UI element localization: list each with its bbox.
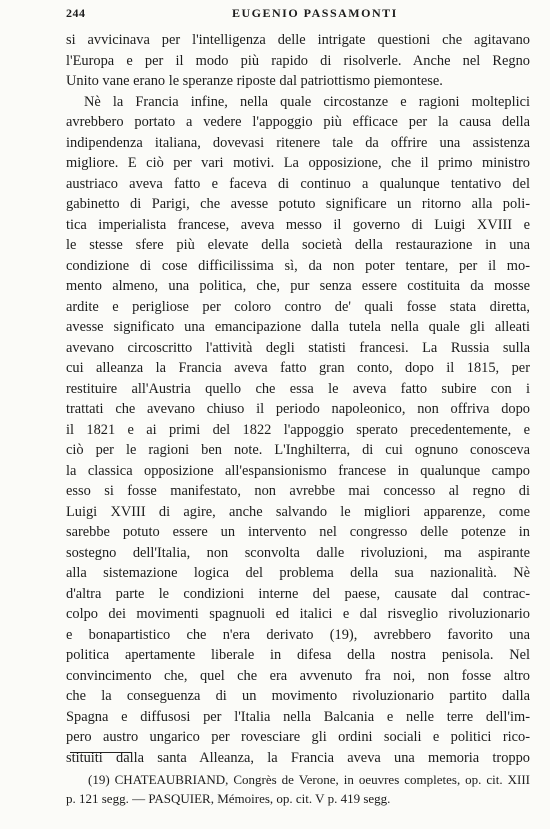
text-line: la classica opposizione all'espansionismo francese in qualunque campo	[66, 462, 530, 479]
text-line: mento almeno, una politica, che, pur senza essere costituita da mosse	[66, 278, 530, 294]
text-line: tica imperialista francese, aveva messo il governo di Luigi XVIII e	[66, 216, 530, 233]
text-line: sostegno dell'Italia, non sconvolta dalle rivoluzioni, ma aspirante	[66, 544, 530, 561]
text-line: pero austro ungarico per rovesciare gli ordini sociali e politici rico-	[66, 729, 530, 745]
text-line: condizione di cose difficilissima sì, da non poter tentare, per il mo-	[66, 257, 530, 274]
page-number: 244	[66, 6, 86, 20]
text-line: Nè la Francia infine, nella quale circostanze e ragioni molteplici	[84, 93, 530, 110]
text-line: sarebbe potuto essere un intervento nel congresso delle potenze in	[66, 524, 530, 540]
text-line: Unito vane erano le speranze riposte dal patriottismo piemontese.	[66, 73, 443, 89]
text-line: il 1821 e ai primi del 1822 l'appoggio sperato precedentemente, e	[66, 421, 530, 438]
text-line: Spagna e diffusosi per l'Italia nella Balcania e nelle terre dell'im-	[66, 708, 530, 725]
text-line: d'altra parte le condizioni interne del paese, causate dal contrac-	[66, 585, 530, 602]
text-line: l'Europa e per il modo più rapido di risolverle. Anche nel Regno	[66, 52, 530, 69]
text-line: avevano circoscritto l'attività degli statisti francesi. La Russia sulla	[66, 339, 530, 356]
text-line: gabinetto di Parigi, che avesse potuto significare un ritorno alla poli-	[66, 196, 530, 212]
text-line: politica apertamente liberale in difesa della nostra penisola. Nel	[66, 647, 530, 663]
text-line: alla sistemazione logica del problema della sua nazionalità. Nè	[66, 565, 530, 581]
body-text	[66, 30, 530, 768]
text-line: le stesse sfere più elevate della società della restaurazione in una	[66, 237, 530, 253]
text-line: cui alleanza la Francia aveva fatto gran conto, dopo il 1815, per	[66, 360, 530, 376]
text-line: si avvicinava per l'intelligenza delle intrigate questioni che agitavano	[66, 32, 530, 48]
text-line: Luigi XVIII di agire, anche salvando le migliori apparenze, come	[66, 503, 530, 520]
text-line: avesse significato una emancipazione dalla tutela nella quale gli alleati	[66, 319, 530, 335]
text-line: che la conseguenza di un movimento rivoluzionario partito dalla	[66, 688, 530, 704]
text-line: avrebbero portato a vedere l'appoggio più efficace per la causa della	[66, 114, 530, 130]
text-line: austriaco aveva fatto e faceva di continuo a qualunque tentativo del	[66, 175, 530, 192]
text-line: restituire all'Austria quello che essa le aveva fatto subire con i	[66, 380, 530, 397]
running-head: EUGENIO PASSAMONTI	[232, 6, 398, 20]
text-line: trattati che avevano chiuso il periodo napoleonico, non offriva dopo	[66, 401, 530, 417]
footnotes	[66, 770, 530, 808]
text-line: indipendenza italiana, dovevasi ritenere tale da offrire una assistenza	[66, 134, 530, 151]
page-header	[66, 6, 530, 24]
text-line: migliore. E ciò per vari motivi. La opposizione, che il primo ministro	[66, 155, 530, 171]
text-line: colpo dei movimenti spagnuoli ed italici e dal risveglio rivoluzionario	[66, 606, 530, 622]
footnote-rule	[70, 752, 132, 753]
text-line: ardite e perigliose per coloro contro de' quali fosse stata diretta,	[66, 298, 530, 315]
footnote-line: p. 121 segg. — PASQUIER, Mémoires, op. cit. V p. 419 segg.	[66, 791, 391, 806]
text-line: ciò per le ragioni ben note. L'Inghilterra, di cui ognuno conosceva	[66, 442, 530, 458]
text-line: e bonapartistico che n'era derivato (19), avrebbero favorito una	[66, 626, 530, 643]
footnote-line: (19) CHATEAUBRIAND, Congrès de Verone, in oeuvres completes, op. cit. XIII	[88, 772, 530, 787]
text-line: convincimento che, quel che era avvenuto fra noi, non fosse altro	[66, 667, 530, 684]
text-line: esso si fosse manifestato, non avrebbe mai concesso al regno di	[66, 483, 530, 499]
text-line: stituiti dalla santa Alleanza, la Francia aveva una memoria troppo	[66, 749, 530, 766]
